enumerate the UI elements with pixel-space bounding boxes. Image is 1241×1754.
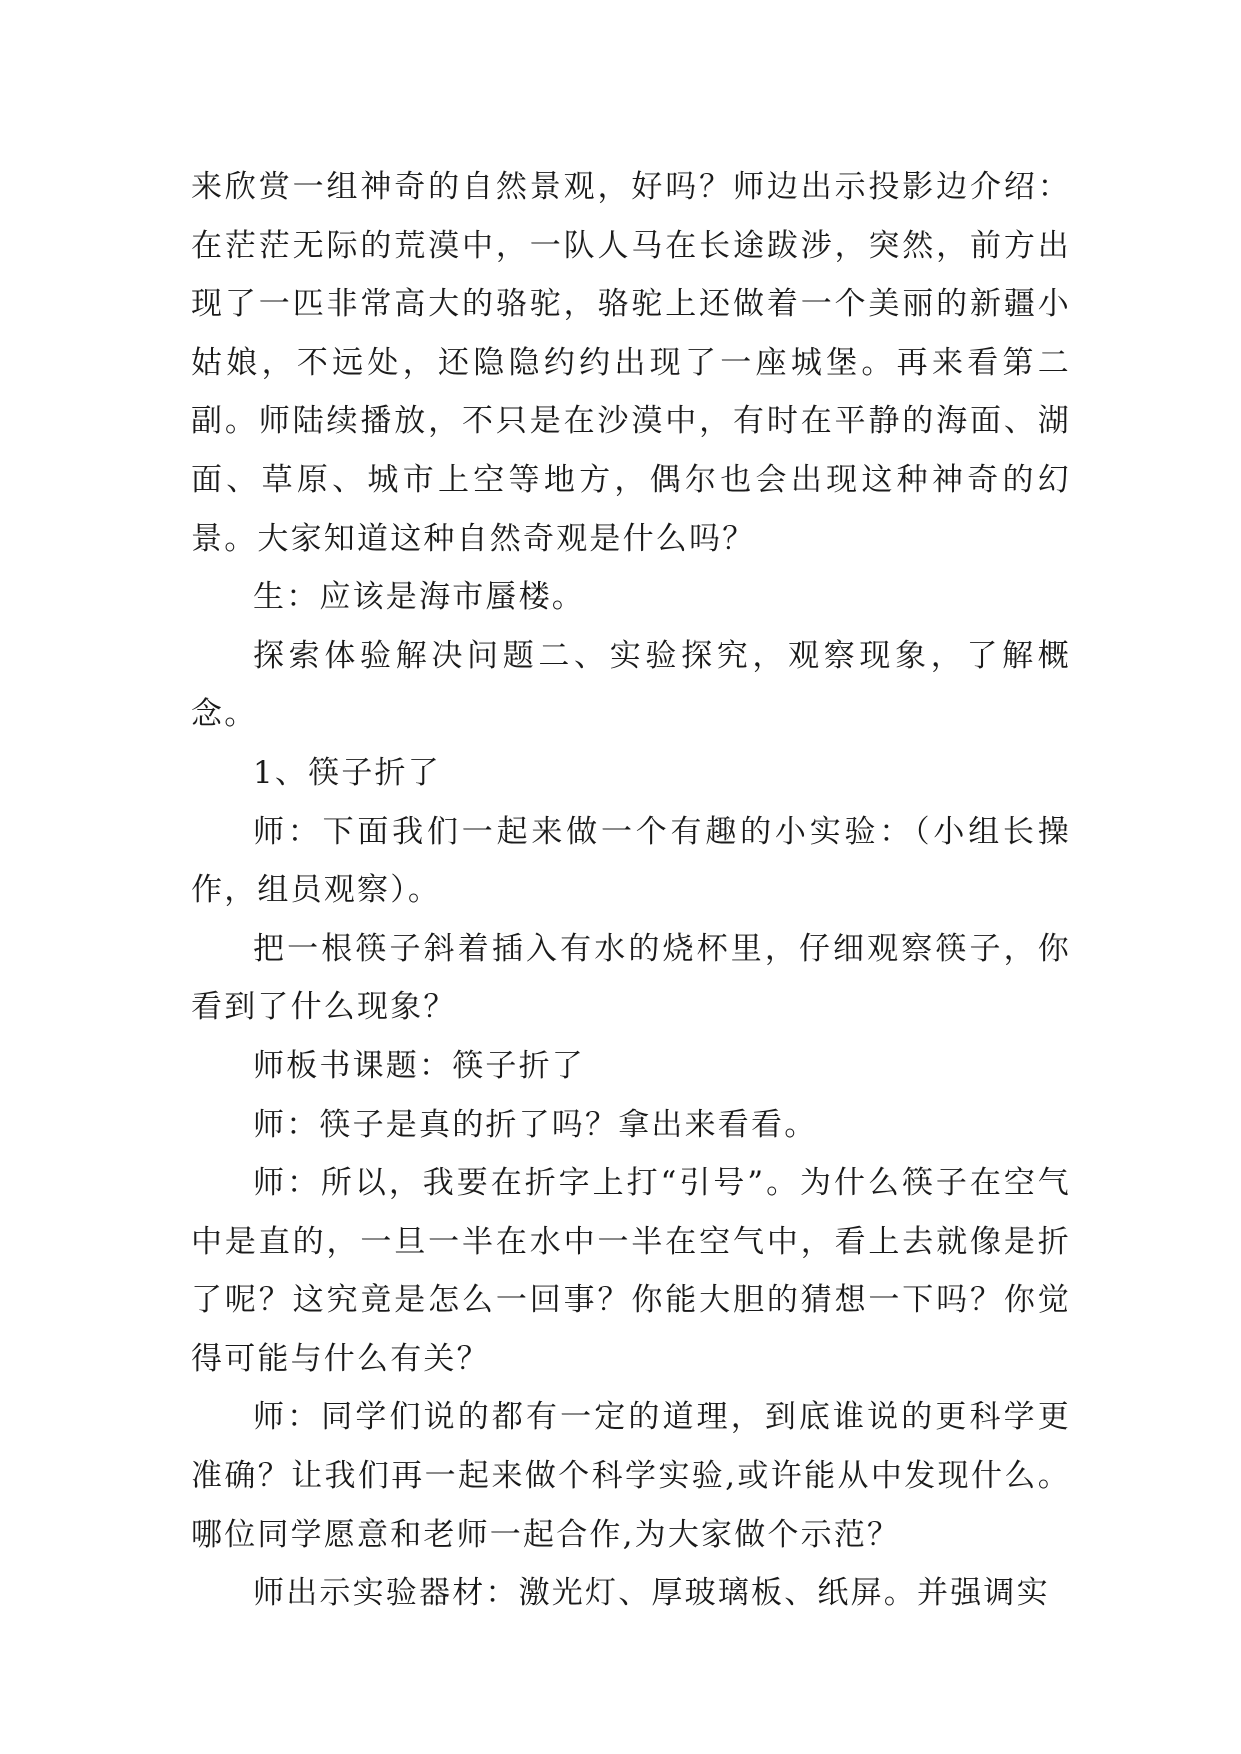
paragraph-section-heading: 探索体验解决问题二、实验探究，观察现象，了解概念。 [191, 637, 1071, 733]
paragraph-equipment: 师出示实验器材：激光灯、厚玻璃板、纸屏。并强调实 [253, 1575, 1050, 1612]
paragraph-subheading: 1、筷子折了 [253, 754, 441, 791]
paragraph-experiment-step: 把一根筷子斜着插入有水的烧杯里，仔细观察筷子，你看到了什么现象？ [191, 930, 1071, 1026]
paragraph-demonstration: 师：同学们说的都有一定的道理，到底谁说的更科学更准确？让我们再一起来做个科学实验,或许能从中发现什么。哪位同学愿意和老师一起合作,为大家做个示范？ [191, 1399, 1071, 1553]
paragraph-student-answer: 生：应该是海市蜃楼。 [253, 579, 585, 616]
paragraph-experiment-intro: 师：下面我们一起来做一个有趣的小实验：（小组长操作，组员观察）。 [191, 813, 1071, 909]
paragraph-question: 师：筷子是真的折了吗？拿出来看看。 [253, 1106, 818, 1143]
document-body [191, 158, 1071, 1623]
paragraph-board-title: 师板书课题：筷子折了 [253, 1047, 585, 1084]
paragraph-guess: 师：所以，我要在折字上打“引号”。为什么筷子在空气中是直的，一旦一半在水中一半在空气中，看上去就像是折了呢？这究竟是怎么一回事？你能大胆的猜想一下吗？你觉得可能与什么有关？ [191, 1165, 1071, 1377]
paragraph-intro: 来欣赏一组神奇的自然景观，好吗？师边出示投影边介绍：在茫茫无际的荒漠中，一队人马在长途跋涉，突然，前方出现了一匹非常高大的骆驼，骆驼上还做着一个美丽的新疆小姑娘，不远处，还隐隐约约出现了一座城堡。再来看第二副。师陆续播放，不只是在沙漠中，有时在平静的海面、湖面、草原、城市上空等地方，偶尔也会出现这种神奇的幻景。大家知道这种自然奇观是什么吗？ [191, 169, 1071, 557]
